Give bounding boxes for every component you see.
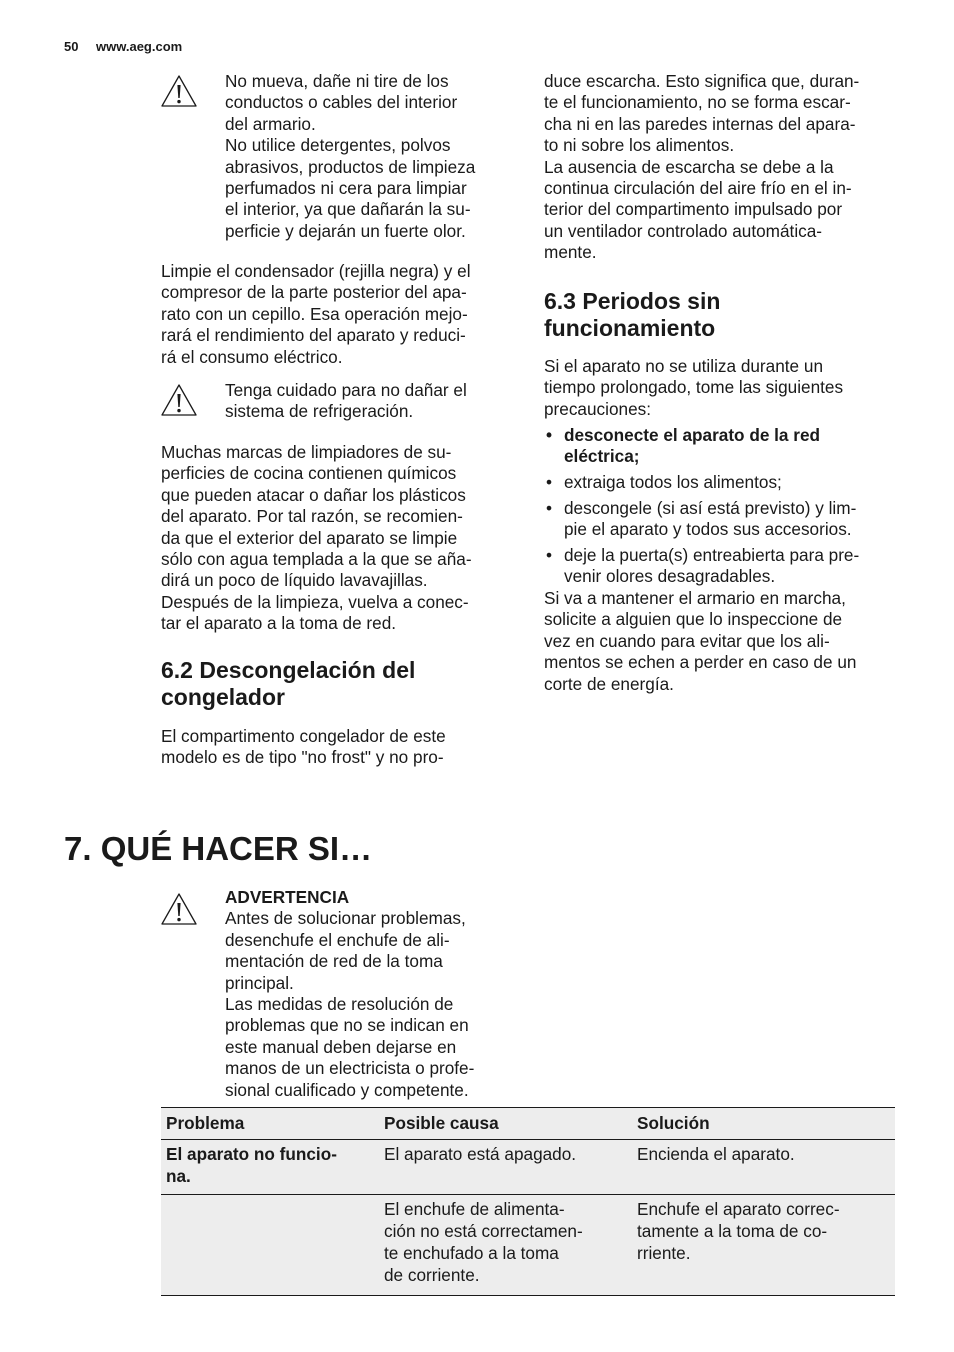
section-number: 6.3 bbox=[544, 288, 576, 314]
list-item: • deje la puerta(s) entreabierta para pre- venir olores desagradables. bbox=[545, 545, 905, 587]
list-item: • descongele (si así está previsto) y lim- pie el aparato y todos sus accesorios. bbox=[545, 498, 905, 540]
warning-icon bbox=[160, 74, 198, 108]
warning-icon bbox=[160, 383, 198, 417]
table-header-row bbox=[161, 1108, 895, 1140]
table-row bbox=[161, 1195, 895, 1296]
section-title: Descongelación del congelador bbox=[161, 657, 416, 710]
warning-text: Antes de solucionar problemas, desenchufe el enchufe de ali- mentación de red de la toma principal. Las medidas de resolución de problemas que no se indican en este manual deben dejarse en manos de un electricista o profe- sional cualificado y competente. bbox=[225, 908, 475, 1100]
cell-cause: El aparato está apagado. bbox=[379, 1140, 632, 1195]
list-item: • extraiga todos los alimentos; bbox=[545, 472, 905, 493]
paragraph-frost-continued: duce escarcha. Esto significa que, duran- te el funcionamiento, no se forma escar- cha ni en las paredes internas del apara- to ni sobre los alimentos. La ausencia de escarcha se debe a la continua circulación del aire frío en el in- terior del compartimento impulsado por un ventilador controlado automática- mente. bbox=[544, 71, 860, 263]
warning-icon bbox=[160, 892, 198, 926]
table-row bbox=[161, 1140, 895, 1195]
warning-text-cables: No mueva, dañe ni tire de los conductos o cables del interior del armario. No utilice detergentes, polvos abrasivos, productos de limpieza perfumados ni cera para limpiar el interior, ya que dañarán la su- perficie y dejarán un fuerte olor. bbox=[225, 71, 476, 241]
troubleshooting-table bbox=[161, 1107, 895, 1296]
cell-problem: El aparato no funcio- na. bbox=[161, 1140, 379, 1195]
column-header-cause: Posible causa bbox=[379, 1108, 632, 1140]
section-heading-6-3 bbox=[544, 288, 904, 342]
warning-text-refrigeration: Tenga cuidado para no dañar el sistema de refrigeración. bbox=[225, 380, 467, 422]
paragraph-unused-period: Si el aparato no se utiliza durante un tiempo prolongado, tome las siguientes precauciones: bbox=[544, 356, 844, 419]
cell-problem bbox=[161, 1195, 379, 1296]
precautions-list bbox=[545, 425, 905, 592]
cell-cause: El enchufe de alimenta- ción no está correctamen- te enchufado a la toma de corriente. bbox=[379, 1195, 632, 1296]
section-title: Periodos sin funcionamiento bbox=[544, 288, 721, 341]
section-number: 6.2 bbox=[161, 657, 193, 683]
chapter-title: QUÉ HACER SI… bbox=[100, 830, 373, 867]
section-heading-6-2 bbox=[161, 657, 521, 711]
page-number: 50 bbox=[64, 39, 79, 54]
cell-solution: Encienda el aparato. bbox=[632, 1140, 895, 1195]
cell-solution: Enchufe el aparato correc- tamente a la toma de co- rriente. bbox=[632, 1195, 895, 1296]
page-url: www.aeg.com bbox=[96, 39, 183, 54]
column-header-problem: Problema bbox=[161, 1108, 379, 1140]
paragraph-keep-running: Si va a mantener el armario en marcha, solicite a alguien que lo inspeccione de vez en cuando para evitar que los ali- mentos se echen a perder en caso de un corte de energía. bbox=[544, 588, 857, 694]
paragraph-cleaners: Muchas marcas de limpiadores de su- perficies de cocina contienen químicos que pueden atacar o dañar los plásticos del aparato. Por tal razón, se recomien- da que el exterior del aparato se limpie sólo con agua templada a la que se aña- dirá un poco de líquido lavavajillas. Después de la limpieza, vuelva a conec- tar el aparato a la toma de red. bbox=[161, 442, 472, 634]
chapter-heading bbox=[64, 830, 372, 868]
column-header-solution: Solución bbox=[632, 1108, 895, 1140]
warning-block bbox=[225, 887, 525, 1101]
warning-title: ADVERTENCIA bbox=[225, 887, 350, 907]
chapter-number: 7. bbox=[64, 830, 92, 867]
paragraph-condenser: Limpie el condensador (rejilla negra) y el compresor de la parte posterior del apa- rato con un cepillo. Esa operación mejo- rará el rendimiento del aparato y reduci- rá el consumo eléctrico. bbox=[161, 261, 471, 367]
paragraph-no-frost: El compartimento congelador de este modelo es de tipo "no frost" y no pro- bbox=[161, 726, 446, 768]
list-item: • desconecte el aparato de la red eléctrica; bbox=[545, 425, 905, 467]
